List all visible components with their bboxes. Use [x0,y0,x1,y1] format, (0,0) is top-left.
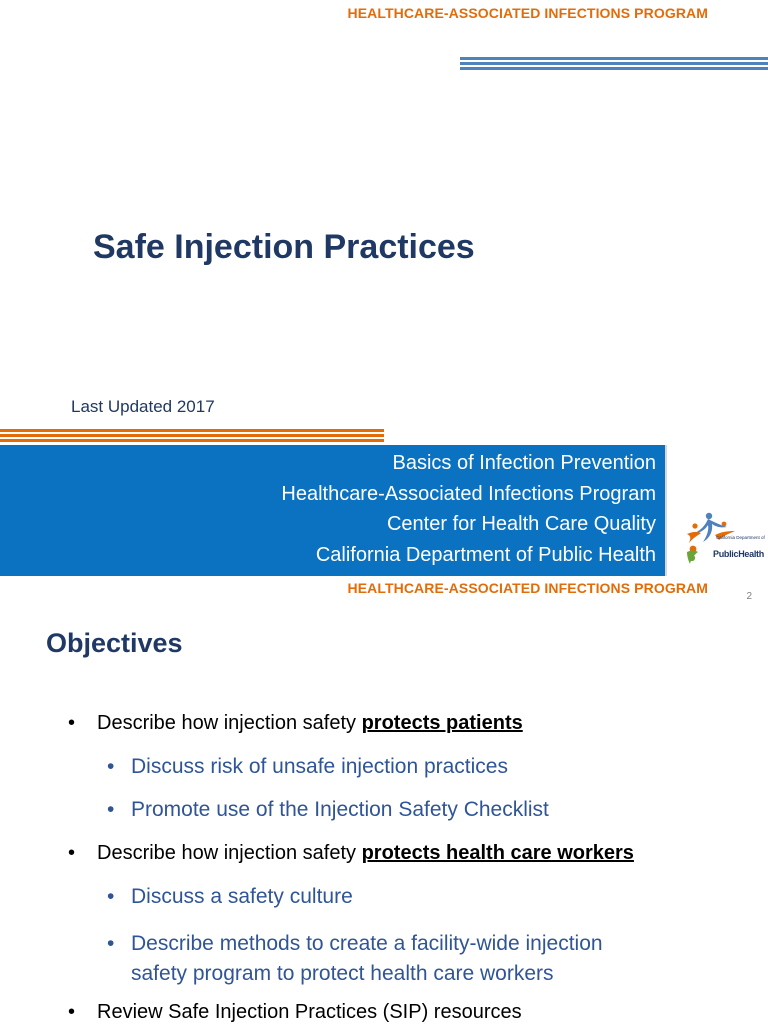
page-number: 2 [746,591,752,602]
bullet-text: Review Safe Injection Practices (SIP) resources [97,1001,522,1023]
bullet-icon: • [68,1001,76,1023]
bullet-icon: • [107,798,115,821]
bullet-icon: • [107,885,115,908]
bullet-text: Describe how injection safety [97,842,362,864]
bullet-text: Discuss a safety culture [131,885,353,908]
list-item [107,929,603,989]
bullet-icon: • [68,712,76,734]
program-header: HEALTHCARE-ASSOCIATED INFECTIONS PROGRAM [347,5,708,21]
logo-text: PublicHealth [713,549,764,559]
cdph-logo [683,512,765,572]
banner-line: Basics of Infection Prevention [392,452,656,474]
list-item [107,885,353,909]
list-item [68,842,634,865]
organization-banner [0,445,667,576]
bullet-text: Describe how injection safety [97,712,362,734]
list-item [107,798,549,822]
slide-title: Safe Injection Practices [93,228,475,266]
header-rule [460,57,768,72]
bullet-icon: • [107,932,115,955]
objectives-title: Objectives [46,628,183,658]
banner-line: California Department of Public Health [315,543,656,566]
program-header: HEALTHCARE-ASSOCIATED INFECTIONS PROGRAM [347,580,708,596]
bullet-icon: • [107,755,115,778]
orange-rule [0,429,384,444]
bullet-text: Promote use of the Injection Safety Checklist [131,798,549,821]
bullet-emphasis: protects health care workers [361,842,634,864]
bullet-emphasis: protects patients [361,712,523,734]
bullet-icon: • [68,842,76,864]
banner-line: Center for Health Care Quality [386,513,656,535]
list-item [68,1001,522,1024]
list-item [107,755,508,779]
last-updated: Last Updated 2017 [71,397,215,416]
svg-text:California Department of: California Department of [716,535,765,540]
bullet-text: Discuss risk of unsafe injection practices [131,755,508,778]
cdph-people-logo-icon [683,512,765,572]
bullet-text: Describe methods to create a facility-wide injection [131,932,603,955]
banner-line: Healthcare-Associated Infections Program [281,482,656,505]
list-item [68,712,523,735]
bullet-text-continued: safety program to protect health care workers [131,962,554,985]
